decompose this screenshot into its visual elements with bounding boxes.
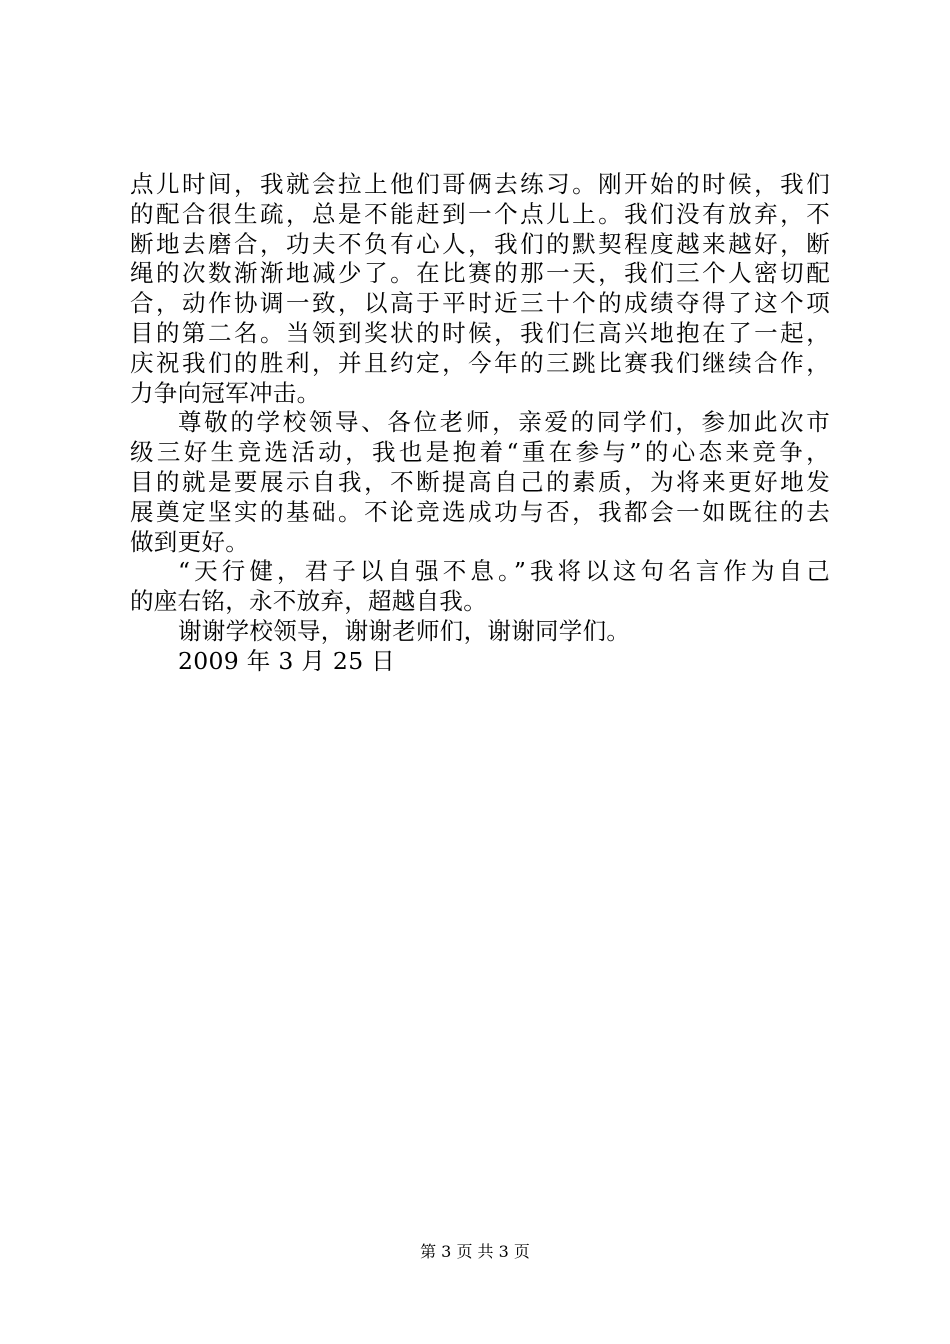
text-line: 力争向冠军冲击。 (130, 378, 321, 407)
text-line: 点儿时间，我就会拉上他们哥俩去练习。刚开始的时候，我们 (130, 170, 830, 198)
text-line: 尊敬的学校领导、各位老师，亲爱的同学们，参加此次市 (178, 408, 830, 437)
text-line: 级三好生竞选活动，我也是抱着“重在参与”的心态来竞争， (130, 438, 830, 467)
document-body (130, 170, 830, 677)
paragraph-2 (130, 408, 830, 557)
text-line: 做到更好。 (130, 527, 249, 556)
text-line: “天行健，君子以自强不息。”我将以这句名言作为自己 (178, 557, 830, 586)
text-line: 目的就是要展示自我，不断提高自己的素质，为将来更好地发 (130, 467, 830, 496)
paragraph-3 (130, 557, 830, 617)
text-line: 合，动作协调一致，以高于平时近三十个的成绩夺得了这个项 (130, 289, 830, 318)
text-line: 的座右铭，永不放弃，超越自我。 (130, 587, 487, 616)
text-line: 断地去磨合，功夫不负有心人，我们的默契程度越来越好，断 (130, 229, 830, 258)
text-line: 庆祝我们的胜利，并且约定，今年的三跳比赛我们继续合作， (130, 348, 830, 377)
text-line: 目的第二名。当领到奖状的时候，我们仨高兴地抱在了一起， (130, 318, 830, 347)
text-line: 展奠定坚实的基础。不论竞选成功与否，我都会一如既往的去 (130, 497, 830, 526)
text-line: 谢谢学校领导，谢谢老师们，谢谢同学们。 (178, 616, 631, 645)
text-line: 的配合很生疏，总是不能赶到一个点儿上。我们没有放弃，不 (130, 199, 830, 228)
text-line: 绳的次数渐渐地减少了。在比赛的那一天，我们三个人密切配 (130, 259, 830, 288)
page-number-footer: 第 3 页 共 3 页 (420, 1242, 530, 1261)
paragraph-1 (130, 170, 830, 408)
paragraph-date (130, 647, 830, 677)
paragraph-4 (130, 617, 830, 647)
date-line: 2009 年 3 月 25 日 (178, 646, 396, 675)
